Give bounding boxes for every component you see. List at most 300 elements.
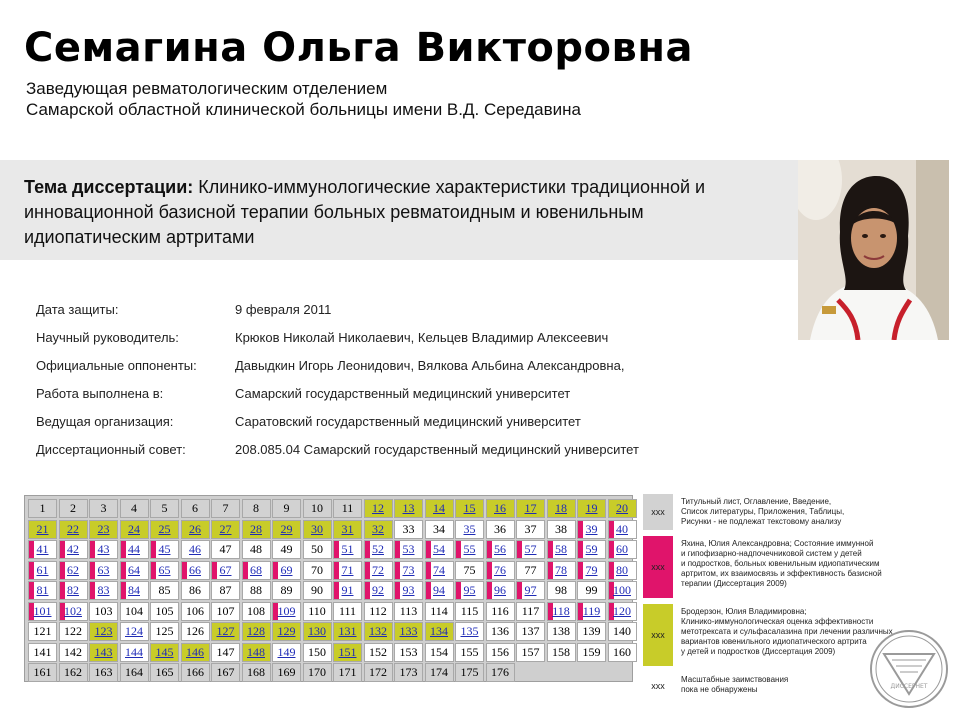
legend-text-line: метотрексата и сульфасалазина при лечении различных xyxy=(681,627,893,636)
page-number: 133 xyxy=(399,624,418,638)
page-number: 138 xyxy=(552,624,570,638)
page-cell-130[interactable] xyxy=(303,622,332,641)
page-cell-102[interactable] xyxy=(59,602,88,621)
page-cell-30[interactable] xyxy=(303,520,332,539)
page-cell-169 xyxy=(272,663,301,682)
page-cell-21[interactable] xyxy=(28,520,57,539)
page-cell-67[interactable] xyxy=(211,561,240,580)
page-number: 102 xyxy=(64,603,82,618)
page-cell-123[interactable] xyxy=(89,622,118,641)
page-cell-133[interactable] xyxy=(394,622,423,641)
page-cell-75 xyxy=(455,561,484,580)
page-cell-22[interactable] xyxy=(59,520,88,539)
topic-label: Тема диссертации: xyxy=(24,177,194,197)
dissernet-stamp xyxy=(868,628,950,710)
page-number: 10 xyxy=(311,501,323,515)
page-number: 35 xyxy=(463,521,476,536)
page-grid xyxy=(28,499,637,682)
legend-text-line: Клинико-иммунологическая оценка эффективности xyxy=(681,617,874,626)
page-number: 106 xyxy=(186,603,204,618)
page-cell-70 xyxy=(303,561,332,580)
page-number: 5 xyxy=(161,501,168,515)
page-cell-110 xyxy=(303,602,332,621)
page-number: 171 xyxy=(338,665,357,679)
page-cell-125 xyxy=(150,622,179,641)
page-number: 132 xyxy=(369,624,387,638)
page-number: 100 xyxy=(613,583,631,597)
page-cell-156 xyxy=(486,643,515,662)
page-cell-81[interactable] xyxy=(28,581,57,600)
page-cell-98 xyxy=(547,581,576,600)
page-cell-93[interactable] xyxy=(394,581,423,600)
page-cell-73[interactable] xyxy=(394,561,423,580)
page-number: 172 xyxy=(369,665,387,679)
page-cell-132[interactable] xyxy=(364,622,393,641)
page-cell-15[interactable] xyxy=(455,499,484,518)
page-cell-160 xyxy=(608,643,637,662)
page-cell-94[interactable] xyxy=(425,581,454,600)
page-cell-5 xyxy=(150,499,179,518)
page-cell-139 xyxy=(577,622,606,641)
legend-text-line: Яхина, Юлия Александровна; Состояние иммунной xyxy=(681,539,874,548)
page-cell-146[interactable] xyxy=(181,643,210,662)
page-cell-33 xyxy=(394,520,423,539)
page-cell-119[interactable] xyxy=(577,602,606,621)
page-cell-46[interactable] xyxy=(181,540,210,559)
page-number: 128 xyxy=(247,624,265,638)
page-cell-51[interactable] xyxy=(333,540,362,559)
page-cell-147 xyxy=(211,643,240,662)
page-cell-174 xyxy=(425,663,454,682)
page-number: 80 xyxy=(616,562,628,577)
page-cell-43[interactable] xyxy=(89,540,118,559)
page-number: 30 xyxy=(311,521,323,536)
page-number: 6 xyxy=(192,501,198,515)
page-cell-40[interactable] xyxy=(608,520,637,539)
page-cell-158 xyxy=(547,643,576,662)
legend-text xyxy=(681,539,929,589)
page-number: 175 xyxy=(460,665,479,679)
page-cell-176 xyxy=(486,663,515,682)
page-number: 141 xyxy=(33,644,52,659)
page-cell-34 xyxy=(425,520,454,539)
page-cell-16[interactable] xyxy=(486,499,515,518)
page-cell-69[interactable] xyxy=(272,561,301,580)
page-cell-135[interactable] xyxy=(455,622,484,641)
page-number: 166 xyxy=(186,665,204,679)
position-line-2: Самарской областной клинической больницы имени В.Д. Середавина xyxy=(26,100,581,119)
page-number: 87 xyxy=(219,583,232,597)
page-number: 8 xyxy=(253,501,259,515)
page-number: 34 xyxy=(433,521,445,536)
page-cell-90 xyxy=(303,581,332,600)
page-number: 79 xyxy=(585,562,598,577)
info-label: Научный руководитель: xyxy=(36,330,179,345)
page-number: 9 xyxy=(283,501,290,515)
page-number: 110 xyxy=(308,603,326,618)
page-cell-103 xyxy=(89,602,118,621)
page-cell-76[interactable] xyxy=(486,561,515,580)
page-cell-35[interactable] xyxy=(455,520,484,539)
page-cell-148[interactable] xyxy=(242,643,271,662)
page-number: 121 xyxy=(33,624,52,638)
page-number: 122 xyxy=(64,624,82,638)
page-number: 25 xyxy=(158,521,171,536)
page-cell-26[interactable] xyxy=(181,520,210,539)
page-cell-68[interactable] xyxy=(242,561,271,580)
page-number: 82 xyxy=(67,583,79,597)
page-cell-95[interactable] xyxy=(455,581,484,600)
page-cell-137 xyxy=(516,622,545,641)
page-cell-97[interactable] xyxy=(516,581,545,600)
page-number: 16 xyxy=(494,501,506,515)
legend-text-line: у детей и подростков (Диссертация 2009) xyxy=(681,647,836,656)
legend-swatch: xxx xyxy=(643,536,673,598)
legend-text-line: Масштабные заимствования xyxy=(681,675,789,684)
legend-swatch: xxx xyxy=(643,494,673,530)
page-number: 59 xyxy=(585,542,598,556)
page-number: 56 xyxy=(494,542,506,556)
page-number: 85 xyxy=(158,583,171,597)
page-number: 140 xyxy=(613,624,631,638)
page-cell-159 xyxy=(577,643,606,662)
page-number: 84 xyxy=(128,583,140,597)
page-cell-52[interactable] xyxy=(364,540,393,559)
page-number: 55 xyxy=(463,542,476,556)
page-cell-115 xyxy=(455,602,484,621)
page-cell-53[interactable] xyxy=(394,540,423,559)
page-cell-117 xyxy=(516,602,545,621)
page-cell-14[interactable] xyxy=(425,499,454,518)
page-number: 70 xyxy=(311,562,323,577)
page-number: 86 xyxy=(189,583,201,597)
page-number: 41 xyxy=(36,542,49,556)
page-cell-161 xyxy=(28,663,57,682)
page-cell-18[interactable] xyxy=(547,499,576,518)
page-number: 101 xyxy=(33,603,52,618)
page-cell-91[interactable] xyxy=(333,581,362,600)
page-cell-23[interactable] xyxy=(89,520,118,539)
page-cell-72[interactable] xyxy=(364,561,393,580)
page-number: 130 xyxy=(308,624,326,638)
page-cell-120[interactable] xyxy=(608,602,637,621)
page-cell-32[interactable] xyxy=(364,520,393,539)
page-cell-114 xyxy=(425,602,454,621)
page-cell-145[interactable] xyxy=(150,643,179,662)
page-cell-54[interactable] xyxy=(425,540,454,559)
page-cell-62[interactable] xyxy=(59,561,88,580)
page-cell-149[interactable] xyxy=(272,643,301,662)
page-number: 169 xyxy=(277,665,296,679)
page-cell-4 xyxy=(120,499,149,518)
page-cell-99 xyxy=(577,581,606,600)
page-cell-134[interactable] xyxy=(425,622,454,641)
page-cell-129[interactable] xyxy=(272,622,301,641)
page-cell-126 xyxy=(181,622,210,641)
page-number: 37 xyxy=(524,521,537,536)
page-cell-27[interactable] xyxy=(211,520,240,539)
page-number: 20 xyxy=(616,501,628,515)
page-cell-88 xyxy=(242,581,271,600)
page-cell-38 xyxy=(547,520,576,539)
page-cell-152 xyxy=(364,643,393,662)
page-cell-71[interactable] xyxy=(333,561,362,580)
page-cell-143[interactable] xyxy=(89,643,118,662)
page-cell-142 xyxy=(59,643,88,662)
page-cell-58[interactable] xyxy=(547,540,576,559)
page-cell-12[interactable] xyxy=(364,499,393,518)
page-cell-112 xyxy=(364,602,393,621)
info-label: Ведущая организация: xyxy=(36,414,174,429)
legend-text-line: Титульный лист, Оглавление, Введение, xyxy=(681,497,832,506)
page-cell-165 xyxy=(150,663,179,682)
page-cell-104 xyxy=(120,602,149,621)
page-number: 58 xyxy=(555,542,567,556)
page-number: 65 xyxy=(158,562,171,577)
legend-text-line: и гипофизарно-надпочечниковой систем у детей xyxy=(681,549,862,558)
page-cell-127[interactable] xyxy=(211,622,240,641)
legend-text-line: терапии (Диссертация 2009) xyxy=(681,579,787,588)
page-cell-87 xyxy=(211,581,240,600)
page-cell-124[interactable] xyxy=(120,622,149,641)
page-cell-74[interactable] xyxy=(425,561,454,580)
page-number: 108 xyxy=(247,603,265,618)
page-number: 77 xyxy=(524,562,537,577)
page-number: 4 xyxy=(131,501,137,515)
page-number: 149 xyxy=(277,644,296,659)
page-cell-109[interactable] xyxy=(272,602,301,621)
legend-item xyxy=(643,494,943,532)
page-cell-101[interactable] xyxy=(28,602,57,621)
page-cell-107 xyxy=(211,602,240,621)
page-cell-63[interactable] xyxy=(89,561,118,580)
page-cell-151[interactable] xyxy=(333,643,362,662)
info-label: Диссертационный совет: xyxy=(36,442,186,457)
page-cell-59[interactable] xyxy=(577,540,606,559)
legend-swatch: xxx xyxy=(643,604,673,666)
page-cell-172 xyxy=(364,663,393,682)
page-number: 27 xyxy=(219,521,232,536)
dissertation-topic xyxy=(24,175,784,250)
info-value: Крюков Николай Николаевич, Кельцев Владимир Алексеевич xyxy=(235,330,609,345)
page-cell-78[interactable] xyxy=(547,561,576,580)
stamp-text: ДИССЕРНЕТ xyxy=(890,683,928,690)
page-cell-39[interactable] xyxy=(577,520,606,539)
page-cell-49 xyxy=(272,540,301,559)
page-cell-86 xyxy=(181,581,210,600)
page-cell-1 xyxy=(28,499,57,518)
page-number: 69 xyxy=(280,562,293,577)
page-cell-13[interactable] xyxy=(394,499,423,518)
info-value: 9 февраля 2011 xyxy=(235,302,332,317)
page-cell-92[interactable] xyxy=(364,581,393,600)
page-number: 109 xyxy=(277,603,296,618)
page-number: 62 xyxy=(67,562,79,577)
page-cell-60[interactable] xyxy=(608,540,637,559)
page-cell-118[interactable] xyxy=(547,602,576,621)
page-number: 21 xyxy=(36,521,49,536)
page-number: 95 xyxy=(463,583,476,597)
page-number: 137 xyxy=(521,624,540,638)
page-cell-61[interactable] xyxy=(28,561,57,580)
page-number: 67 xyxy=(219,562,232,577)
page-number: 74 xyxy=(433,562,445,577)
page-number: 111 xyxy=(338,603,357,618)
page-cell-79[interactable] xyxy=(577,561,606,580)
page-number: 126 xyxy=(186,624,204,638)
page-number: 92 xyxy=(372,583,384,597)
page-number: 124 xyxy=(125,624,143,638)
legend-text xyxy=(681,497,929,527)
page-cell-57[interactable] xyxy=(516,540,545,559)
page-cell-89 xyxy=(272,581,301,600)
page-number: 144 xyxy=(125,644,143,659)
page-cell-47 xyxy=(211,540,240,559)
info-value: Давыдкин Игорь Леонидович, Вялкова Альбина Александровна, xyxy=(235,358,625,373)
page-cell-82[interactable] xyxy=(59,581,88,600)
page-cell-166 xyxy=(181,663,210,682)
page-number: 51 xyxy=(341,542,354,556)
page-number: 148 xyxy=(247,644,265,659)
page-cell-122 xyxy=(59,622,88,641)
page-cell-85 xyxy=(150,581,179,600)
info-value: Саратовский государственный медицинский университет xyxy=(235,414,581,429)
page-cell-44[interactable] xyxy=(120,540,149,559)
page-number: 163 xyxy=(94,665,113,679)
page-cell-7 xyxy=(211,499,240,518)
page-number: 89 xyxy=(280,583,293,597)
page-number: 64 xyxy=(128,562,140,577)
page-number: 139 xyxy=(582,624,601,638)
page-number: 38 xyxy=(555,521,567,536)
page-cell-24[interactable] xyxy=(120,520,149,539)
page-number: 134 xyxy=(430,624,448,638)
page-cell-154 xyxy=(425,643,454,662)
page-cell-29[interactable] xyxy=(272,520,301,539)
info-label: Дата защиты: xyxy=(36,302,119,317)
info-value: 208.085.04 Самарский государственный медицинский университет xyxy=(235,442,639,457)
page-number: 81 xyxy=(36,583,49,597)
page-number: 71 xyxy=(341,562,354,577)
page-cell-163 xyxy=(89,663,118,682)
page-number: 63 xyxy=(97,562,110,577)
page-cell-17[interactable] xyxy=(516,499,545,518)
legend-text-line: и подростков, больных ювенильным идиопатическим xyxy=(681,559,880,568)
page-cell-42[interactable] xyxy=(59,540,88,559)
page-number: 7 xyxy=(222,501,229,515)
page-number: 78 xyxy=(555,562,567,577)
page-number: 145 xyxy=(155,644,174,659)
page-cell-155 xyxy=(455,643,484,662)
page-cell-55[interactable] xyxy=(455,540,484,559)
page-cell-175 xyxy=(455,663,484,682)
page-cell-31[interactable] xyxy=(333,520,362,539)
page-number: 114 xyxy=(430,603,448,618)
page-cell-64[interactable] xyxy=(120,561,149,580)
position-block xyxy=(26,78,581,120)
position-line-1: Заведующая ревматологическим отделением xyxy=(26,79,388,98)
page-number: 120 xyxy=(613,603,631,618)
page-number: 99 xyxy=(585,583,598,597)
page-number: 143 xyxy=(94,644,113,659)
page-number: 150 xyxy=(308,644,326,659)
page-number: 93 xyxy=(402,583,415,597)
page-cell-96[interactable] xyxy=(486,581,515,600)
page-number: 127 xyxy=(216,624,235,638)
page-cell-83[interactable] xyxy=(89,581,118,600)
page-number: 151 xyxy=(338,644,357,659)
page-cell-37 xyxy=(516,520,545,539)
page-cell-25[interactable] xyxy=(150,520,179,539)
page-cell-144[interactable] xyxy=(120,643,149,662)
page-number: 119 xyxy=(582,603,601,618)
page-number: 57 xyxy=(524,542,537,556)
page-number: 174 xyxy=(430,665,448,679)
page-cell-20[interactable] xyxy=(608,499,637,518)
page-number: 142 xyxy=(64,644,82,659)
page-cell-84[interactable] xyxy=(120,581,149,600)
page-cell-100[interactable] xyxy=(608,581,637,600)
page-number: 155 xyxy=(460,644,479,659)
page-cell-28[interactable] xyxy=(242,520,271,539)
page-cell-105 xyxy=(150,602,179,621)
page-number: 112 xyxy=(369,603,387,618)
page-number: 50 xyxy=(311,542,323,556)
page-cell-131[interactable] xyxy=(333,622,362,641)
page-cell-56[interactable] xyxy=(486,540,515,559)
page-cell-19[interactable] xyxy=(577,499,606,518)
page-number: 170 xyxy=(308,665,326,679)
page-number: 1 xyxy=(39,501,46,515)
page-number: 44 xyxy=(128,542,140,556)
page-number: 96 xyxy=(494,583,506,597)
page-cell-11 xyxy=(333,499,362,518)
page-number: 3 xyxy=(100,501,107,515)
page-number: 104 xyxy=(125,603,143,618)
page-number: 153 xyxy=(399,644,418,659)
page-number: 68 xyxy=(250,562,262,577)
page-cell-128[interactable] xyxy=(242,622,271,641)
page-cell-80[interactable] xyxy=(608,561,637,580)
page-number: 23 xyxy=(97,521,110,536)
page-cell-138 xyxy=(547,622,576,641)
page-cell-9 xyxy=(272,499,301,518)
page-cell-66[interactable] xyxy=(181,561,210,580)
page-number: 76 xyxy=(494,562,506,577)
page-cell-50 xyxy=(303,540,332,559)
page-cell-45[interactable] xyxy=(150,540,179,559)
page-number: 125 xyxy=(155,624,174,638)
page-cell-108 xyxy=(242,602,271,621)
page-cell-116 xyxy=(486,602,515,621)
page-number: 154 xyxy=(430,644,448,659)
page-cell-41[interactable] xyxy=(28,540,57,559)
page-number: 118 xyxy=(552,603,570,618)
page-cell-77 xyxy=(516,561,545,580)
page-number: 33 xyxy=(402,521,415,536)
page-number: 135 xyxy=(460,624,479,638)
page-number: 61 xyxy=(36,562,49,577)
page-number: 115 xyxy=(460,603,479,618)
page-number: 66 xyxy=(189,562,201,577)
page-number: 156 xyxy=(491,644,509,659)
page-number: 98 xyxy=(555,583,567,597)
page-number: 167 xyxy=(216,665,235,679)
page-number: 18 xyxy=(555,501,567,515)
page-number: 24 xyxy=(128,521,140,536)
page-cell-65[interactable] xyxy=(150,561,179,580)
page-number: 26 xyxy=(189,521,201,536)
